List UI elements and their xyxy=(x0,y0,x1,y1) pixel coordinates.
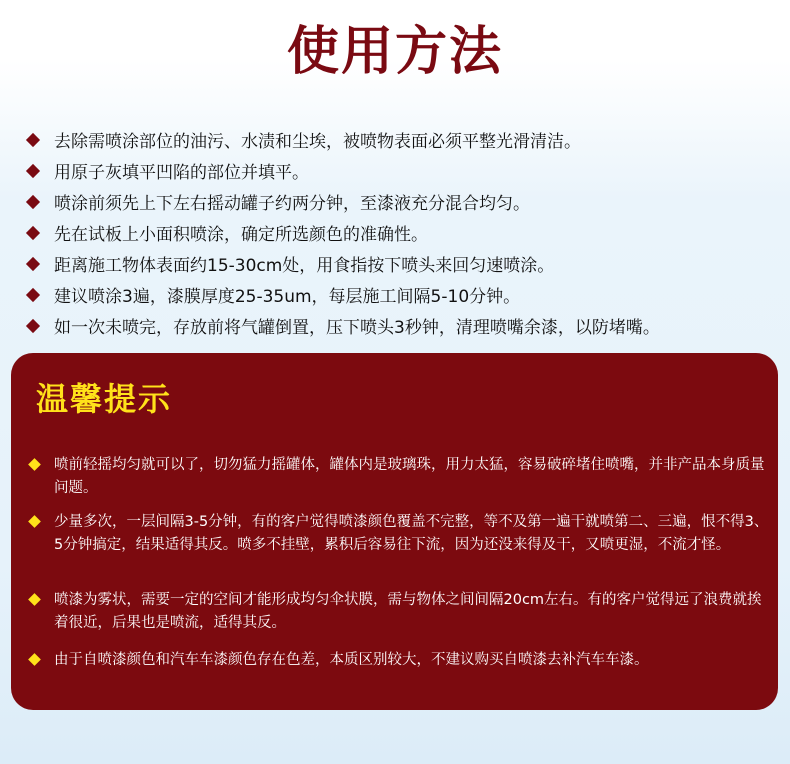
usage-steps-list xyxy=(24,124,774,341)
usage-step xyxy=(24,155,774,186)
usage-step-text: 先在试板上小面积喷涂，确定所选颜色的准确性。 xyxy=(54,225,428,245)
diamond-bullet-icon xyxy=(28,653,41,666)
usage-step-text: 建议喷涂3遍，漆膜厚度25-35um，每层施工间隔5-10分钟。 xyxy=(54,287,521,307)
tip-text: 由于自喷漆颜色和汽车车漆颜色存在色差，本质区别较大，不建议购买自喷漆去补汽车车漆。 xyxy=(54,652,649,668)
tip-text: 喷前轻摇均匀就可以了，切勿猛力摇罐体，罐体内是玻璃珠，用力太猛，容易破碎堵住喷嘴，并非产品本身质量问题。 xyxy=(54,457,765,496)
diamond-bullet-icon xyxy=(28,515,41,528)
tip-item xyxy=(28,454,773,500)
diamond-bullet-icon xyxy=(26,256,40,270)
diamond-bullet-icon xyxy=(26,225,40,239)
page-title: 使用方法 xyxy=(286,22,503,82)
diamond-bullet-icon xyxy=(26,163,40,177)
usage-step xyxy=(24,217,774,248)
diamond-bullet-icon xyxy=(26,194,40,208)
usage-step-text: 喷涂前须先上下左右摇动罐子约两分钟，至漆液充分混合均匀。 xyxy=(54,194,530,214)
diamond-bullet-icon xyxy=(28,593,41,606)
tip-item xyxy=(28,511,773,557)
diamond-bullet-icon xyxy=(26,318,40,332)
usage-step-text: 如一次未喷完，存放前将气罐倒置，压下喷头3秒钟，清理喷嘴余漆，以防堵嘴。 xyxy=(54,318,660,338)
usage-step-text: 用原子灰填平凹陷的部位并填平。 xyxy=(54,163,309,183)
tip-text: 喷漆为雾状，需要一定的空间才能形成均匀伞状膜，需与物体之间间隔20cm左右。有的客户觉得远了浪费就挨着很近，后果也是喷流，适得其反。 xyxy=(54,592,762,631)
tips-title: 温馨提示 xyxy=(36,380,173,418)
usage-step xyxy=(24,248,774,279)
usage-step xyxy=(24,310,774,341)
diamond-bullet-icon xyxy=(28,458,41,471)
usage-step-text: 去除需喷涂部位的油污、水渍和尘埃，被喷物表面必须平整光滑清洁。 xyxy=(54,132,581,152)
usage-step xyxy=(24,186,774,217)
diamond-bullet-icon xyxy=(26,287,40,301)
tip-item xyxy=(28,649,773,672)
usage-step xyxy=(24,279,774,310)
diamond-bullet-icon xyxy=(26,132,40,146)
tips-panel xyxy=(11,353,778,710)
tip-item xyxy=(28,589,773,635)
usage-step xyxy=(24,124,774,155)
tip-text: 少量多次，一层间隔3-5分钟，有的客户觉得喷漆颜色覆盖不完整，等不及第一遍干就喷第二、三遍，恨不得3、5分钟搞定，结果适得其反。喷多不挂壁，累积后容易往下流，因为还没来得及干，又喷更湿，不流才怪。 xyxy=(54,514,769,553)
usage-step-text: 距离施工物体表面约15-30cm处，用食指按下喷头来回匀速喷涂。 xyxy=(54,256,555,276)
